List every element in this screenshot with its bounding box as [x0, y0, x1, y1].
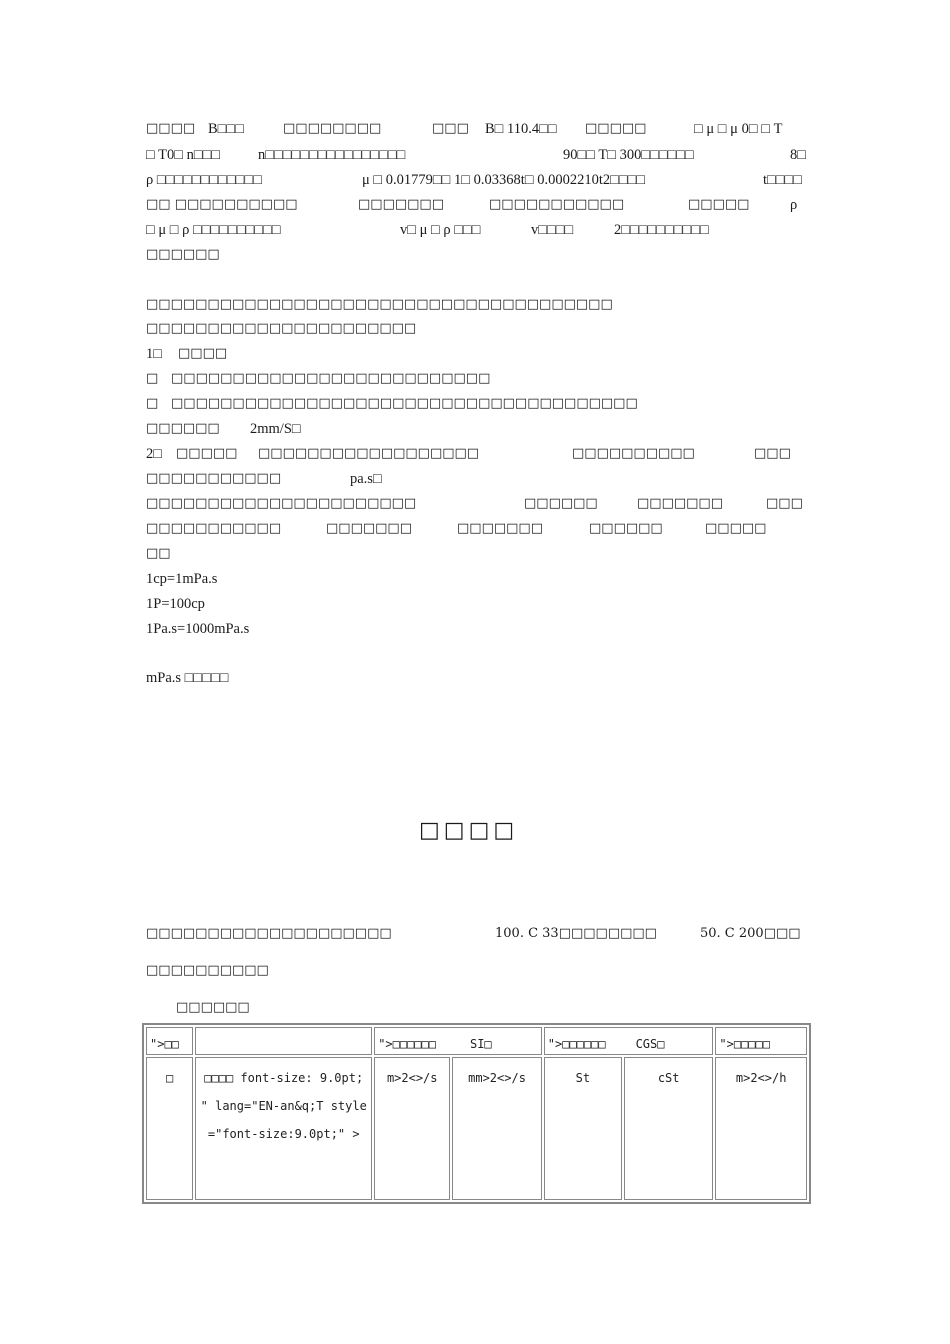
text-segment: □□□□□□□□□□□ [146, 521, 282, 536]
text-segment: □□ [146, 546, 171, 561]
text-segment: □□□□□ [176, 446, 238, 461]
text-segment: □ μ □ μ 0□ □ T [694, 121, 783, 137]
table-header-cell [374, 1027, 542, 1055]
header-text: ">□□□□□□ [547, 1037, 606, 1051]
text-segment: □□□□□□□□□□□□□□□□□□ [258, 446, 480, 461]
text-segment: 2□□□□□□□□□□ [614, 222, 709, 238]
table-cell: m>2<>/s [374, 1057, 450, 1200]
section-title: □□□□ [419, 818, 519, 843]
text-segment: □□□□□□□□□□□ [489, 197, 625, 212]
text-segment: □□□□□□□□□□□□□□□□□□□□□□□□□□□□□□□□□□□□□□ [171, 396, 638, 411]
text-segment: pa.s□ [350, 471, 382, 487]
text-segment: □□□□□□ [176, 1000, 250, 1015]
header-text: CGS□ [635, 1037, 665, 1051]
text-segment: mPa.s □□□□□ [146, 670, 229, 686]
text-segment: □□□ [432, 121, 469, 136]
text-segment: 2□ [146, 446, 163, 462]
text-segment: v□□□□ [531, 222, 574, 238]
unit-equation: 1P=100cp [146, 596, 205, 612]
unit-equation: 1Pa.s=1000mPa.s [146, 621, 250, 637]
text-segment: B□ 110.4□□ [485, 121, 557, 137]
text-segment: □ [146, 396, 159, 411]
text-segment: □□□□□□□ [637, 496, 723, 511]
text-segment: □□□□□□ [524, 496, 598, 511]
text-segment: 100. C 33□□□□□□□□ [495, 926, 657, 941]
table-header-cell [195, 1027, 372, 1055]
para2-line15 [146, 670, 229, 702]
para2-line14 [146, 621, 250, 653]
table-header-cell: ">□□□□□ [715, 1027, 807, 1055]
text-segment: □□□□□□□□□□□□□□□□□□□□ [146, 926, 392, 941]
unit-equation: 1cp=1mPa.s [146, 571, 218, 587]
table-cell: mm>2<>/s [452, 1057, 541, 1200]
text-segment: □□□□□ [585, 121, 647, 136]
text-segment: □ μ □ ρ □□□□□□□□□□ [146, 222, 281, 238]
text-segment: □□□□□□□□□□□□□□□□□□□□□□ [146, 321, 417, 336]
text-segment: □□□□ [178, 346, 228, 361]
text-segment: □□□□□□ [146, 421, 220, 436]
text-segment: B□□□ [208, 121, 244, 137]
header-text: ">□□□□□□ [378, 1037, 436, 1051]
table-row [146, 1057, 807, 1200]
text-segment: μ □ 0.01779□□ 1□ 0.03368t□ 0.0002210t2□□□□ [362, 172, 646, 188]
table-header-row [146, 1027, 807, 1055]
text-segment: □□□□□□□□ [283, 121, 382, 136]
text-segment: □□□ [766, 496, 803, 511]
text-segment: ρ □□□□□□□□□□□□ [146, 172, 262, 188]
text-segment: □ T0□ n□□□ [146, 147, 221, 163]
text-segment: t□□□□ [763, 172, 803, 188]
text-segment: 90□□ T□ 300□□□□□□ [563, 147, 694, 163]
text-segment: □□□□□□□ [358, 197, 444, 212]
text-segment: ρ [790, 197, 798, 213]
text-segment: v□ μ □ ρ □□□ [400, 222, 481, 238]
text-segment: □□□□□□□□□□□□□□□□□□□□□□□□□□□□□□□□□□□□□□ [146, 297, 613, 312]
table-header-cell [544, 1027, 714, 1055]
text-segment: 50. C 200□□□ [700, 926, 801, 941]
text-segment: □□□□□□□ [326, 521, 412, 536]
text-segment: □□□□□□ [589, 521, 663, 536]
text-segment: □□□□□□□□□□□□□□□□□□□□□□ [146, 496, 417, 511]
text-segment: 8□ [790, 147, 807, 163]
para3-line2 [146, 963, 269, 995]
text-segment: □□□□□□□□□□ [572, 446, 695, 461]
text-segment: □□□□□□□□□□□ [146, 471, 282, 486]
text-segment: □□□□□ [705, 521, 767, 536]
text-segment: □□□□□□□□□□□□□□□□□□□□□□□□□□ [171, 371, 491, 386]
text-segment: □ [146, 371, 159, 386]
text-segment: □□□□□□□ [457, 521, 543, 536]
text-segment: 1□ [146, 346, 163, 362]
header-text: SI□ [469, 1037, 492, 1051]
table-cell: St [544, 1057, 622, 1200]
viscosity-units-table [142, 1023, 811, 1204]
text-segment: 2mm/S□ [250, 421, 301, 437]
table-cell: m>2<>/h [715, 1057, 807, 1200]
text-segment: □□□□□□□□□□ [146, 963, 269, 978]
text-segment: □□□□□□ [146, 247, 220, 262]
table-cell: □ [146, 1057, 193, 1200]
text-segment: n□□□□□□□□□□□□□□□□ [258, 147, 406, 163]
table-header-cell: ">□□ [146, 1027, 193, 1055]
para1-line6 [146, 247, 220, 279]
table-cell: □□□□ font-size: 9.0pt; " lang="EN-an&q;T style="font-size:9.0pt;" > [195, 1057, 372, 1200]
text-segment: □□□□□ [688, 197, 750, 212]
text-segment: □□□ [754, 446, 791, 461]
table-cell: cSt [624, 1057, 713, 1200]
text-segment: □□ □□□□□□□□□□ [146, 197, 298, 212]
text-segment: □□□□ [146, 121, 196, 136]
